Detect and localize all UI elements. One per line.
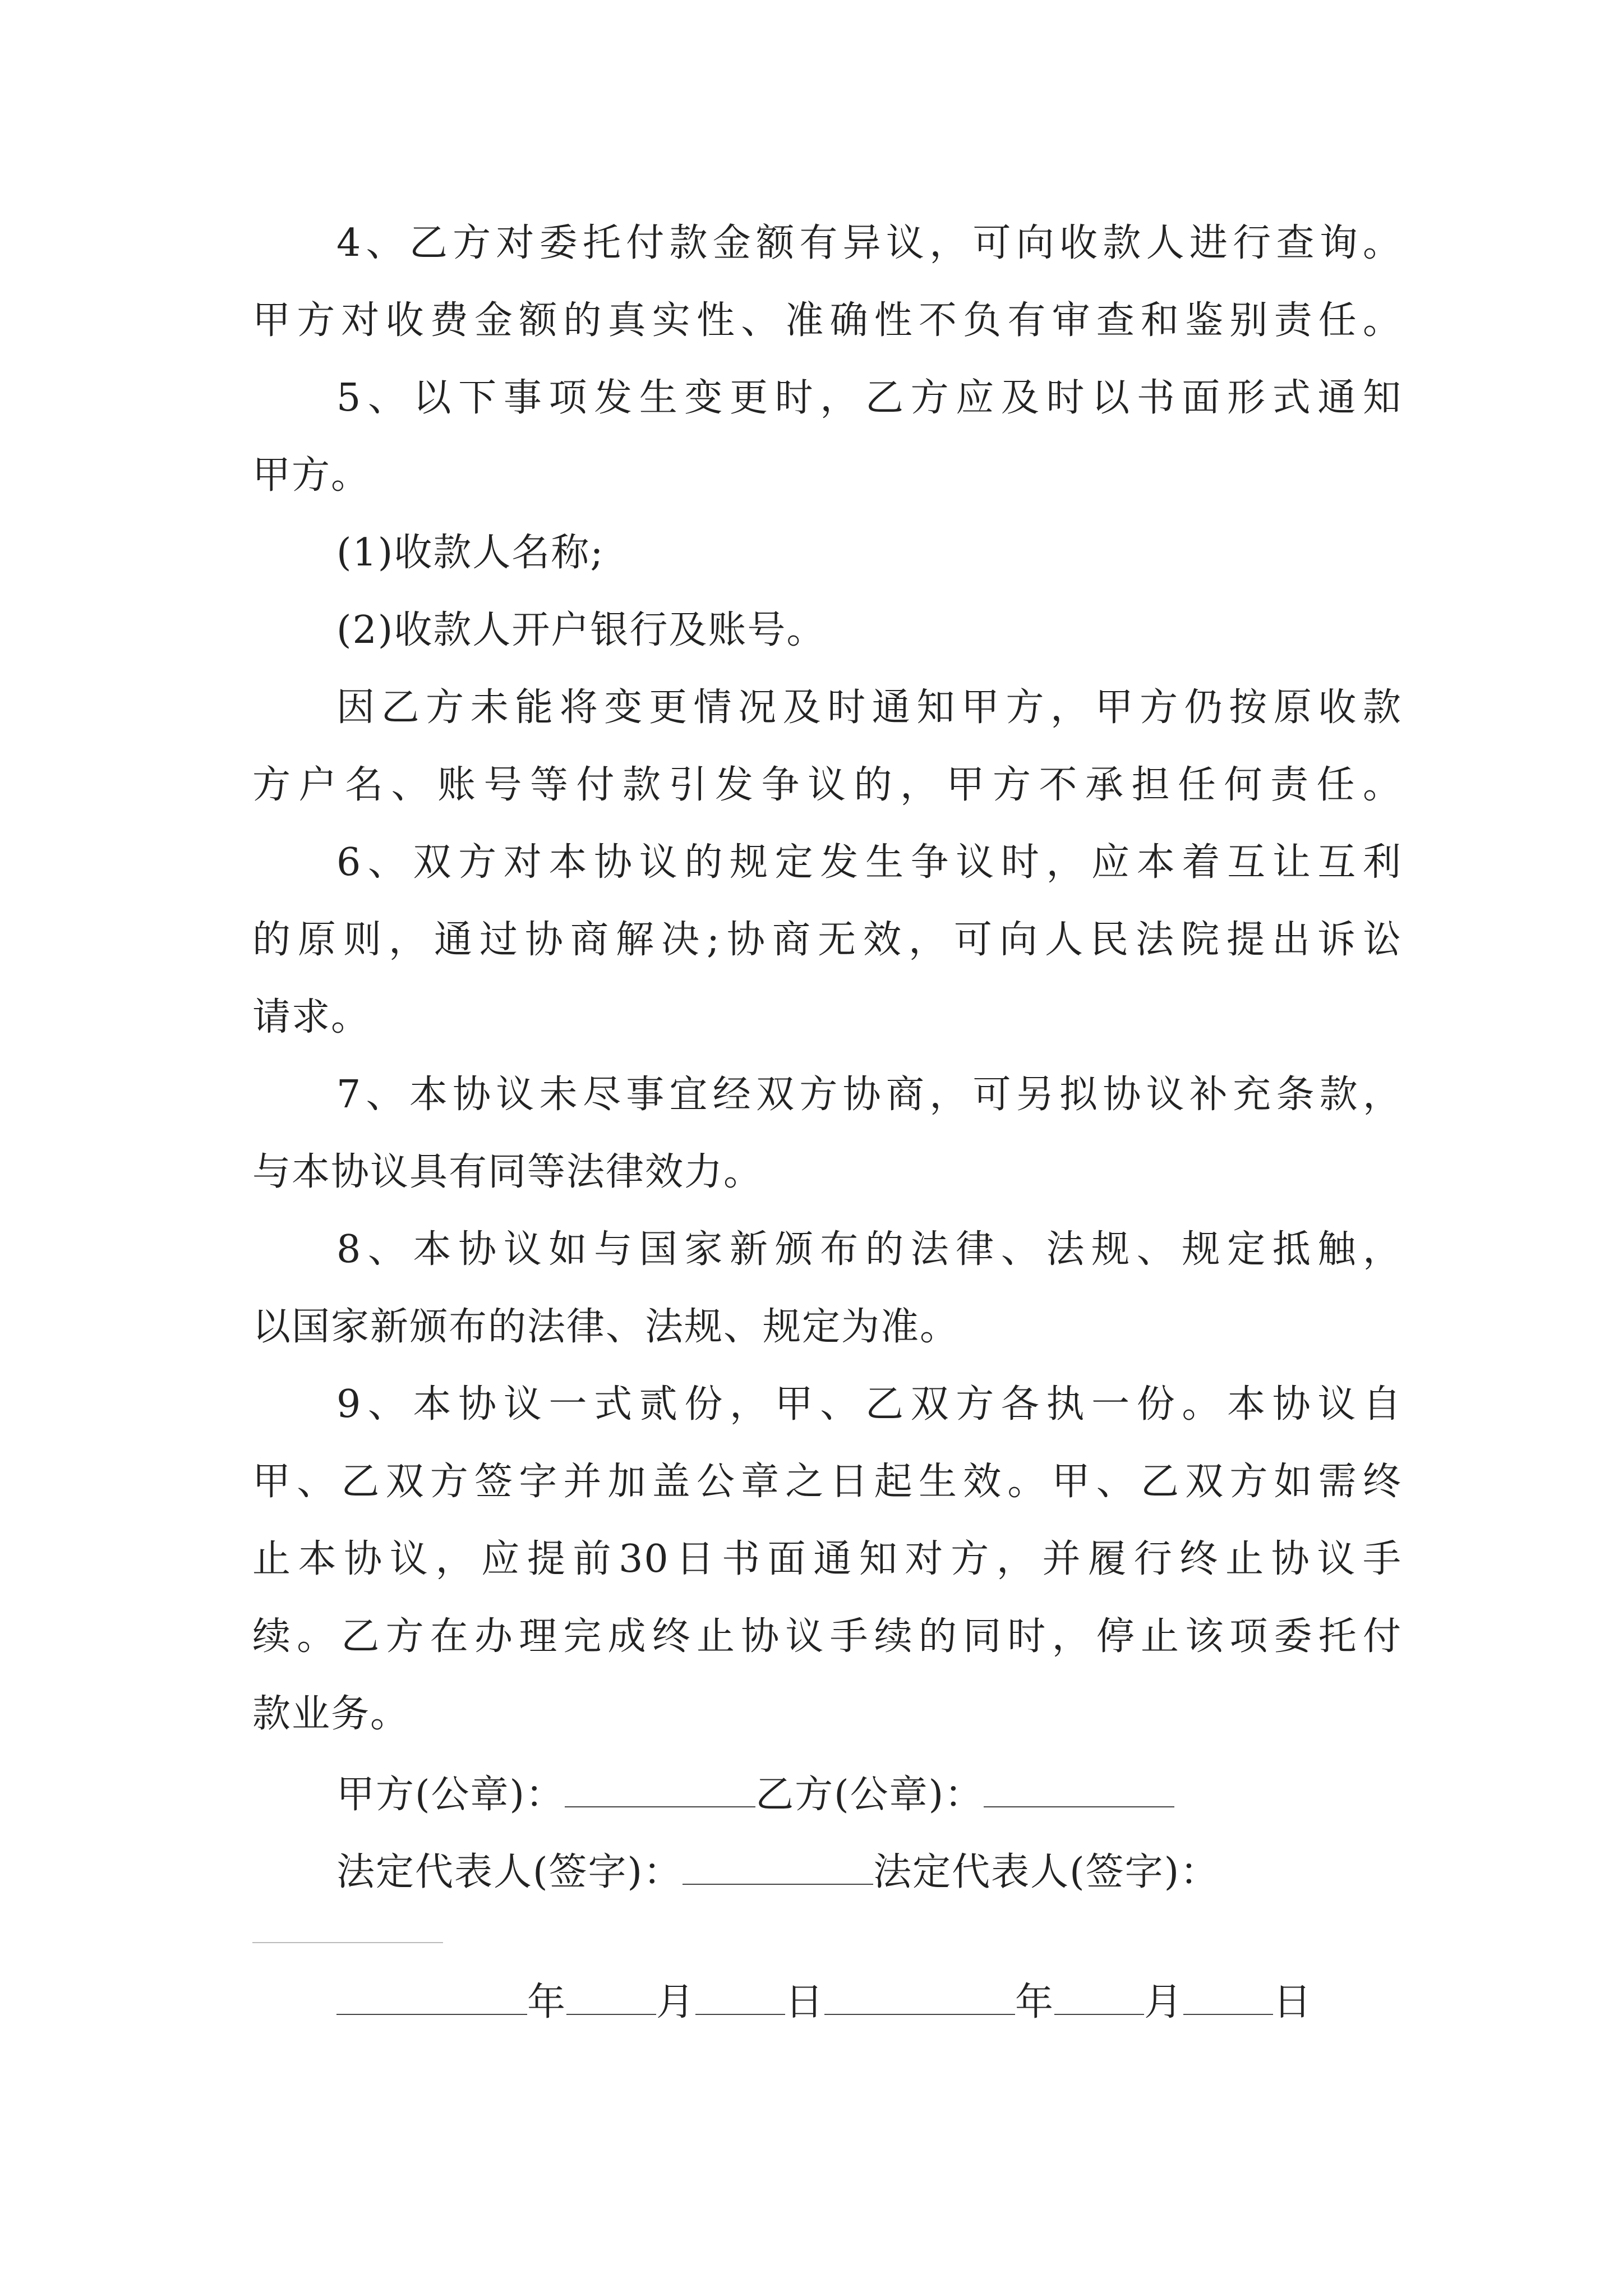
paragraph-9-line-4: 续。乙方在办理完成终止协议手续的同时，停止该项委托付 <box>252 1614 1402 1659</box>
party-a-representative-label: 法定代表人(签字)： <box>336 1850 683 1894</box>
party-a-month-blank <box>566 1980 656 2015</box>
party-a-seal-label: 甲方(公章)： <box>336 1773 565 1817</box>
paragraph-8-line-1: 8、本协议如与国家新颁布的法律、法规、规定抵触， <box>336 1227 1402 1272</box>
party-b-year-blank <box>824 1980 1015 2015</box>
paragraph-5-line-2: 甲方。 <box>252 453 371 498</box>
party-b-month-blank <box>1054 1980 1144 2015</box>
liability-paragraph-line-1: 因乙方未能将变更情况及时通知甲方，甲方仍按原收款 <box>336 685 1402 730</box>
party-b-month-label: 月 <box>1144 1980 1184 2024</box>
item-2-payee-bank: (2)收款人开户银行及账号。 <box>336 608 826 652</box>
paragraph-6-line-1: 6、双方对本协议的规定发生争议时，应本着互让互利 <box>336 840 1402 885</box>
party-b-day-blank <box>1183 1980 1273 2015</box>
party-b-year-label: 年 <box>1015 1980 1055 2024</box>
seal-row <box>336 1773 1174 1817</box>
party-a-seal-blank <box>565 1773 755 1807</box>
party-a-year-blank <box>336 1980 527 2015</box>
paragraph-9-line-1: 9、本协议一式贰份，甲、乙双方各执一份。本协议自 <box>336 1382 1402 1427</box>
date-row <box>336 1980 1312 2022</box>
party-a-representative-blank <box>683 1850 873 1885</box>
representative-row <box>336 1850 1219 1892</box>
paragraph-4-line-1: 4、乙方对委托付款金额有异议，可向收款人进行查询。 <box>336 221 1402 265</box>
paragraph-6-line-2: 的原则，通过协商解决;协商无效，可向人民法院提出诉讼 <box>252 918 1402 962</box>
paragraph-9-line-5: 款业务。 <box>252 1692 410 1736</box>
paragraph-4-line-2: 甲方对收费金额的真实性、准确性不负有审查和鉴别责任。 <box>252 298 1402 343</box>
paragraph-7-line-1: 7、本协议未尽事宜经双方协商，可另拟协议补充条款， <box>336 1073 1402 1117</box>
party-b-representative-blank <box>252 1942 443 1943</box>
party-a-day-blank <box>695 1980 785 2015</box>
party-a-day-label: 日 <box>785 1980 825 2024</box>
paragraph-7-line-2: 与本协议具有同等法律效力。 <box>252 1150 763 1194</box>
paragraph-9-line-2: 甲、乙双方签字并加盖公章之日起生效。甲、乙双方如需终 <box>252 1460 1402 1504</box>
item-1-payee-name: (1)收款人名称; <box>336 531 605 575</box>
party-b-seal-blank <box>984 1773 1174 1807</box>
party-a-month-label: 月 <box>656 1980 696 2024</box>
party-b-day-label: 日 <box>1273 1980 1313 2024</box>
paragraph-5-line-1: 5、以下事项发生变更时，乙方应及时以书面形式通知 <box>336 376 1402 420</box>
liability-paragraph-line-2: 方户名、账号等付款引发争议的，甲方不承担任何责任。 <box>252 763 1402 807</box>
paragraph-9-line-3: 止本协议，应提前30日书面通知对方，并履行终止协议手 <box>252 1537 1402 1581</box>
paragraph-6-line-3: 请求。 <box>252 995 371 1039</box>
party-a-year-label: 年 <box>527 1980 567 2024</box>
party-b-representative-label: 法定代表人(签字)： <box>873 1850 1220 1894</box>
paragraph-8-line-2: 以国家新颁布的法律、法规、规定为准。 <box>252 1305 960 1349</box>
party-b-seal-label: 乙方(公章)： <box>755 1773 984 1817</box>
